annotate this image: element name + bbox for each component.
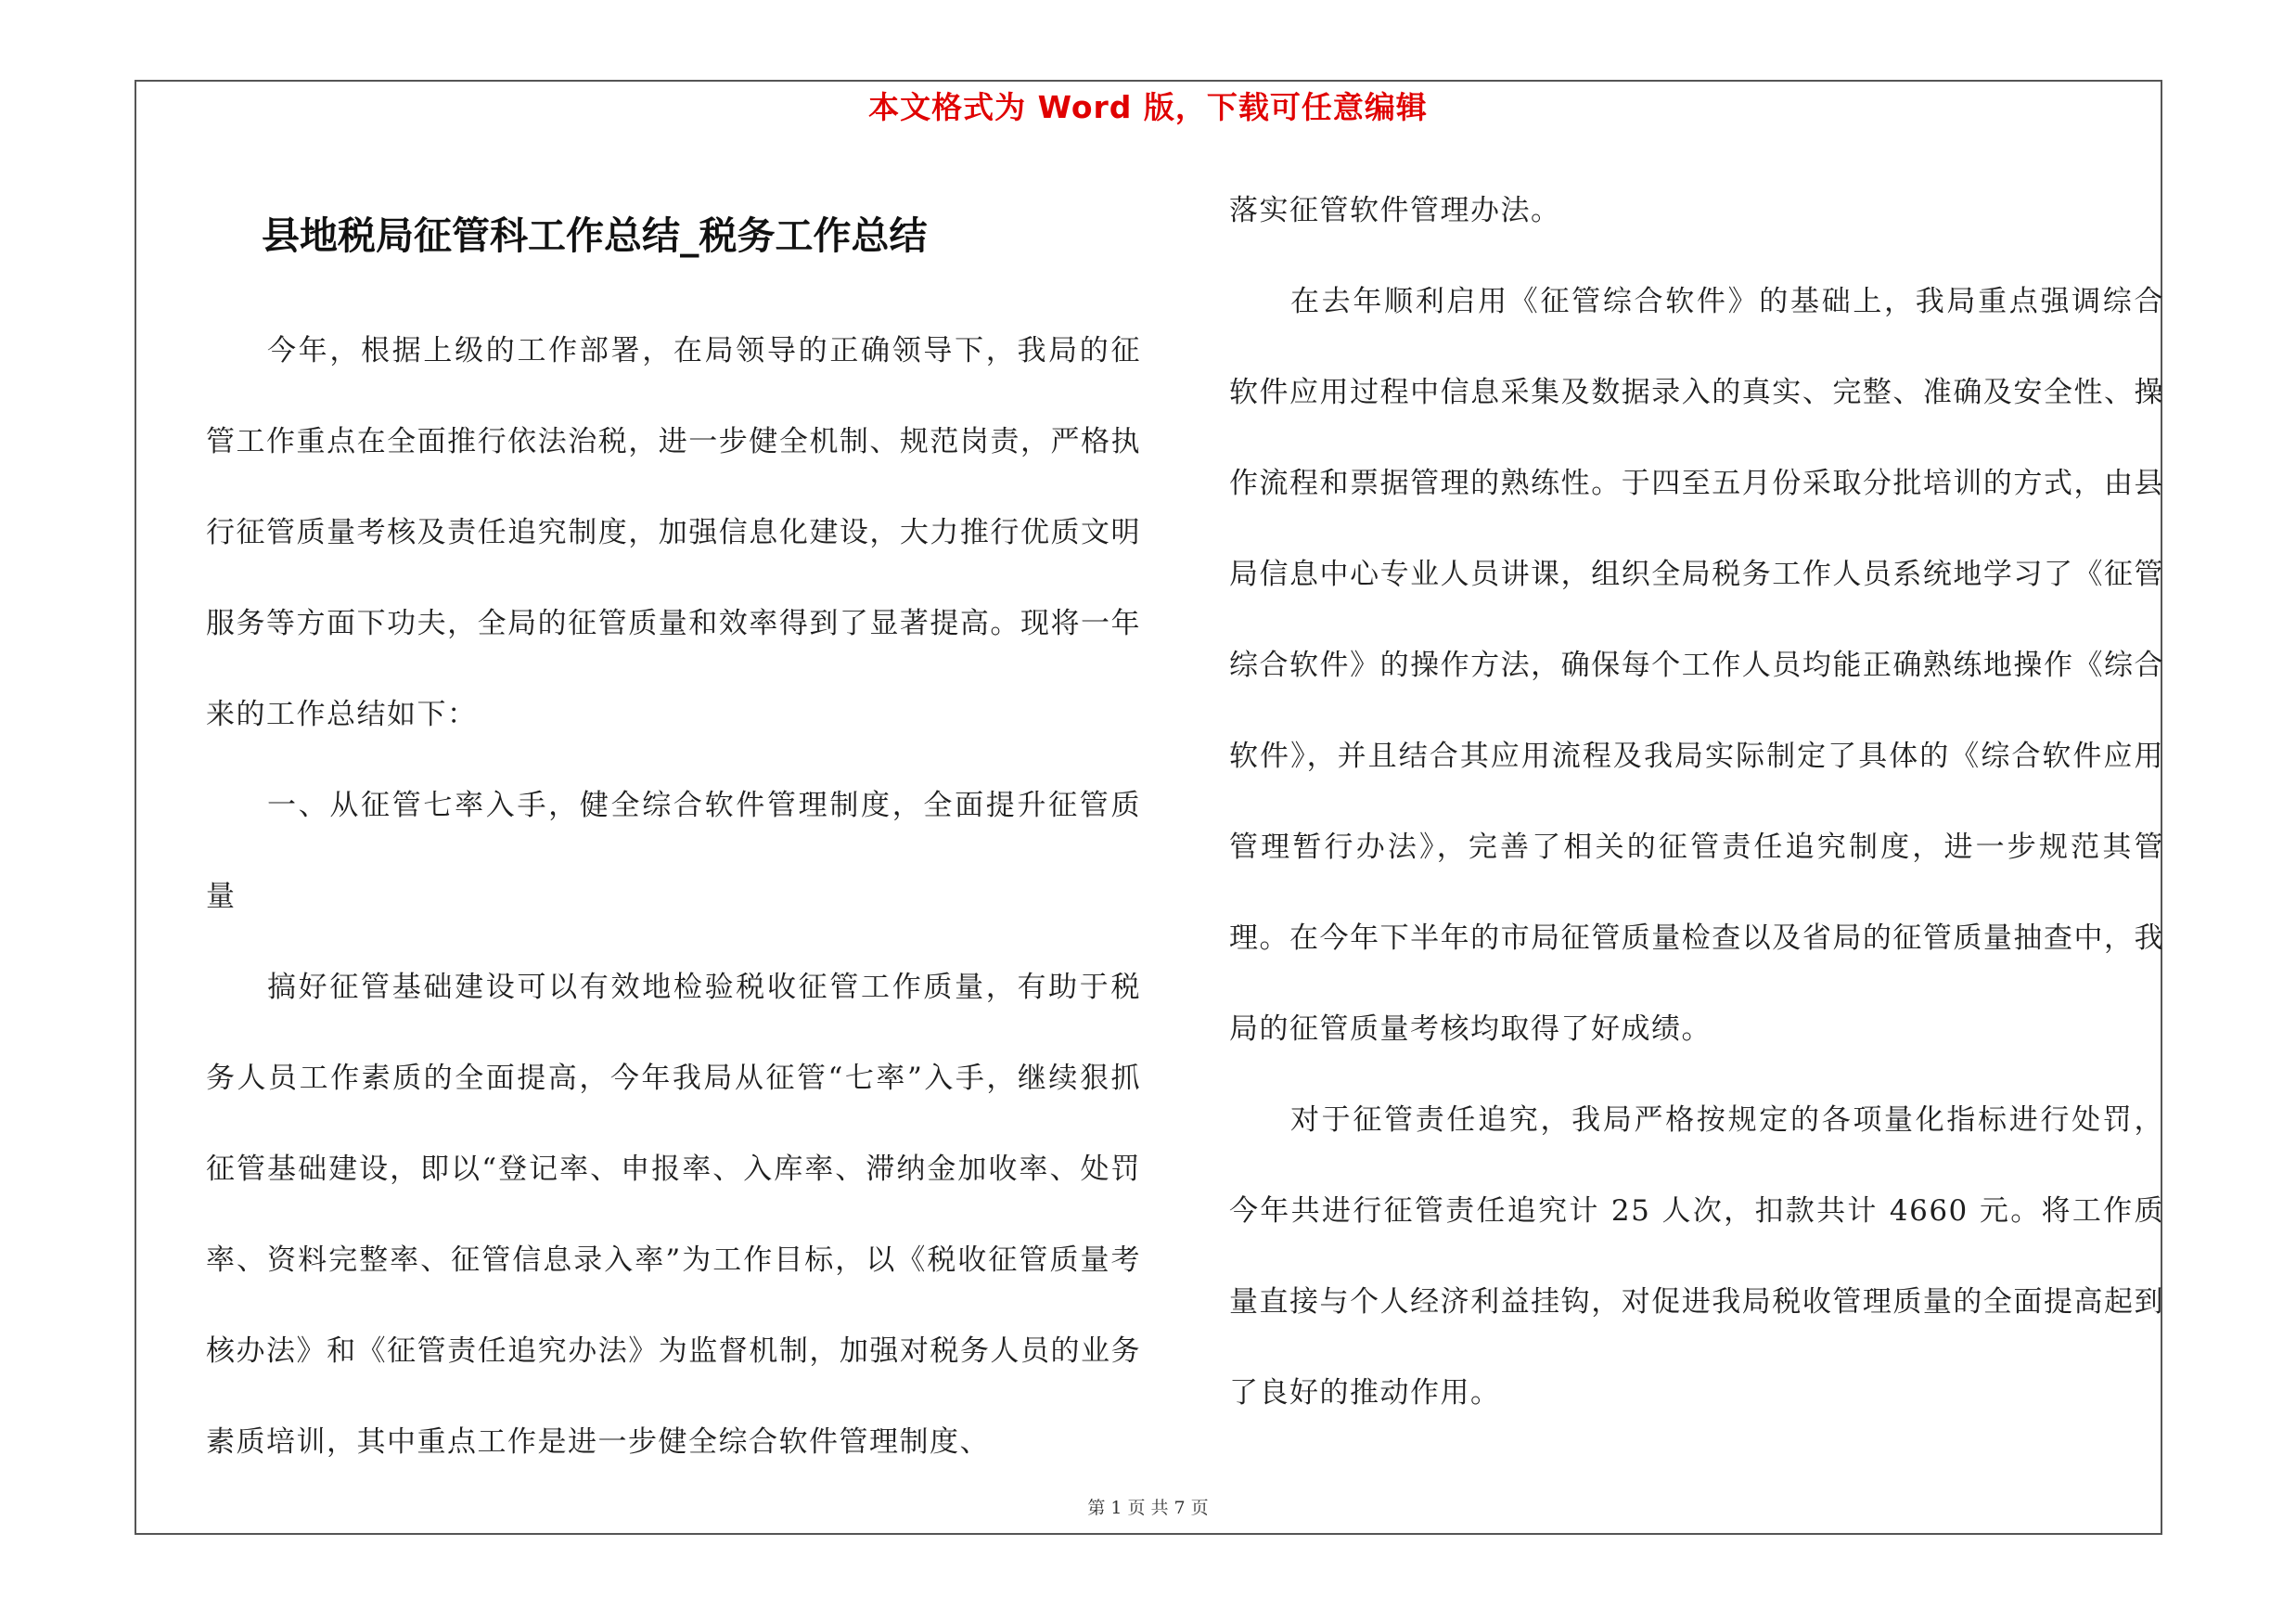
document-title: 县地税局征管科工作总结_税务工作总结 [262, 213, 928, 258]
paragraph-intro: 今年，根据上级的工作部署，在局领导的正确领导下，我局的征管工作重点在全面推行依法治税，进一步健全机制、规范岗责，严格执行征管质量考核及责任追究制度，加强信息化建设，大力推行优质文明服务等方面下功夫，全局的征管质量和效率得到了显著提高。现将一年来的工作总结如下： [206, 334, 1141, 731]
paragraph-foundation: 搞好征管基础建设可以有效地检验税收征管工作质量，有助于税务人员工作素质的全面提高，今年我局从征管“七率”入手，继续狠抓征管基础建设，即以“登记率、申报率、入库率、滞纳金加收率、处罚率、资料完整率、征管信息录入率”为工作目标，以《税收征管质量考核办法》和《征管责任追究办法》为监督机制，加强对税务人员的业务素质培训，其中重点工作是进一步健全综合软件管理制度、 [206, 971, 1141, 1459]
paragraph-accountability: 对于征管责任追究，我局严格按规定的各项量化指标进行处罚，今年共进行征管责任追究计 25 人次，扣款共计 4660 元。将工作质量直接与个人经济利益挂钩，对促进我局税收管理质量的全面提高起到了良好的推动作用。 [1229, 1103, 2164, 1410]
paragraph-software: 在去年顺利启用《征管综合软件》的基础上，我局重点强调综合软件应用过程中信息采集及数据录入的真实、完整、准确及安全性、操作流程和票据管理的熟练性。于四至五月份采取分批培训的方式，由县局信息中心专业人员讲课，组织全局税务工作人员系统地学习了《征管综合软件》的操作方法，确保每个工作人员均能正确熟练地操作《综合软件》，并且结合其应用流程及我局实际制定了具体的《综合软件应用管理暂行办法》，完善了相关的征管责任追究制度，进一步规范其管理。在今年下半年的市局征管质量检查以及省局的征管质量抽查中，我局的征管质量考核均取得了好成绩。 [1229, 285, 2164, 1046]
word-format-banner: 本文格式为 Word 版，下载可任意编辑 [868, 89, 1428, 125]
left-column [206, 305, 1141, 1488]
page-number-footer: 第 1 页 共 7 页 [1087, 1498, 1209, 1518]
section-heading-1: 一、从征管七率入手，健全综合软件管理制度，全面提升征管质量 [206, 789, 1141, 913]
paragraph-continuation: 落实征管软件管理办法。 [1229, 194, 1561, 227]
right-column [1229, 165, 2164, 1438]
